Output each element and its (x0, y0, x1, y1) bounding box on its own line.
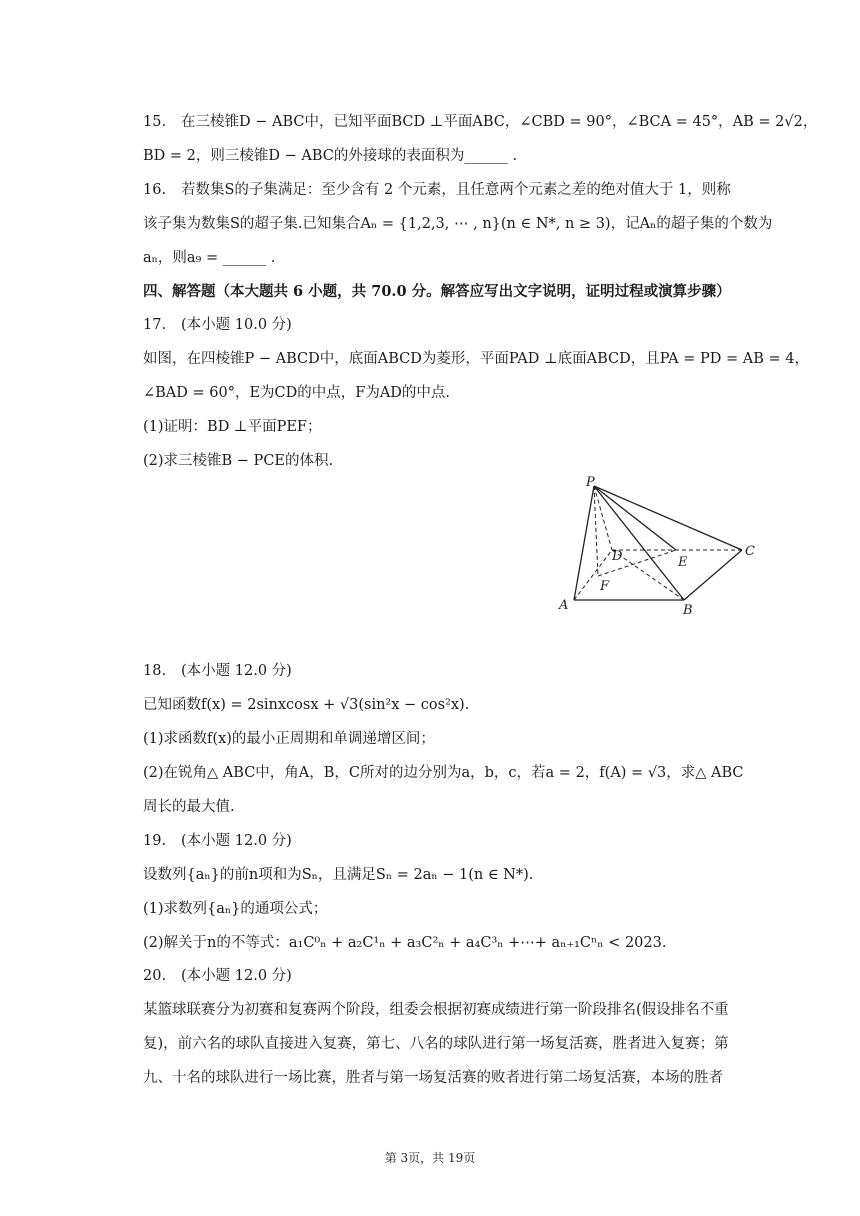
q18-part-1: (1)求函数f(x)的最小正周期和单调递增区间； (143, 731, 435, 747)
q16-line-3 (143, 248, 275, 268)
q18-line-1: 已知函数f(x) = 2sinxcosx + √3(sin²x − cos²x). (143, 697, 470, 713)
edge-DB (612, 550, 684, 600)
q16-text-2: 该子集为数集S的超子集.已知集合Aₙ = {1,2,3, ⋯ , n}(n ∈ N*, n ≥ 3)，记Aₙ的超子集的个数为 (143, 216, 773, 232)
q17-number: 17. (143, 317, 167, 333)
label-E: E (678, 555, 688, 570)
edge-PC (594, 486, 742, 550)
q20-number: 20. (143, 968, 167, 984)
q19-line-1: 设数列{aₙ}的前n项和为Sₙ，且满足Sₙ = 2aₙ − 1(n ∈ N*). (143, 867, 534, 883)
q19-part-1: (1)求数列{aₙ}的通项公式； (143, 901, 328, 917)
edge-PE (594, 486, 676, 550)
label-F: F (600, 579, 610, 594)
q15-text-2: BD = 2，则三棱锥D − ABC的外接球的表面积为______ . (143, 148, 518, 164)
q19-score: (本小题 12.0 分) (181, 833, 292, 849)
edge-PA (574, 486, 594, 600)
q20-line-1: 某篮球联赛分为初赛和复赛两个阶段，组委会根据初赛成绩进行第一阶段排名(假设排名不重 (143, 1002, 729, 1018)
label-B: B (683, 603, 693, 618)
label-C: C (745, 544, 755, 559)
edge-BC (684, 550, 742, 600)
q16-line-1 (143, 180, 731, 200)
page-footer: 第 3页，共 19页 (384, 1151, 476, 1165)
q17-part-2: (2)求三棱锥B − PCE的体积. (143, 453, 334, 469)
q15-line-1 (143, 112, 817, 132)
edge-PF (594, 486, 598, 576)
section-heading: 四、解答题（本大题共 6 小题，共 70.0 分。解答应写出文字说明，证明过程或演算步骤） (143, 283, 731, 300)
q19-header (143, 831, 292, 851)
q20-line-2: 复)，前六名的球队直接进入复赛，第七、八名的球队进行第一场复活赛，胜者进入复赛；第 (143, 1036, 729, 1052)
q15-text-1: 在三棱锥D − ABC中，已知平面BCD ⊥平面ABC，∠CBD = 90°，∠BCA = 45°，AB = 2√2， (181, 114, 818, 130)
q17-score: (本小题 10.0 分) (181, 317, 292, 333)
q20-header (143, 966, 292, 986)
label-P: P (586, 475, 595, 490)
q18-score: (本小题 12.0 分) (181, 663, 292, 679)
label-A: A (559, 598, 569, 613)
q17-header (143, 315, 292, 335)
q17-line-1: 如图，在四棱锥P − ABCD中，底面ABCD为菱形，平面PAD ⊥底面ABCD，且PA = PD = AB = 4， (143, 351, 809, 367)
q19-part-2: (2)解关于n的不等式：a₁C⁰ₙ + a₂C¹ₙ + a₃C²ₙ + a₄C³ₙ +⋯+ aₙ₊₁Cⁿₙ < 2023. (143, 935, 667, 951)
edge-FE (598, 550, 676, 576)
edge-PD (594, 486, 612, 550)
q20-score: (本小题 12.0 分) (181, 968, 292, 984)
q17-line-2: ∠BAD = 60°，E为CD的中点，F为AD的中点. (143, 385, 451, 401)
q15-number: 15. (143, 114, 167, 130)
q16-number: 16. (143, 182, 167, 198)
q16-text-1: 若数集S的子集满足：至少含有 2 个元素，且任意两个元素之差的绝对值大于 1，则称 (181, 182, 731, 198)
q18-number: 18. (143, 663, 167, 679)
q16-text-3: aₙ，则a₉ = ______ . (143, 250, 276, 266)
q16-line-2 (143, 214, 772, 234)
q20-line-3: 九、十名的球队进行一场比赛，胜者与第一场复活赛的败者进行第二场复活赛，本场的胜者 (143, 1070, 723, 1086)
q18-header (143, 661, 292, 681)
q19-number: 19. (143, 833, 167, 849)
q15-line-2 (143, 146, 517, 166)
label-D: D (612, 549, 623, 564)
q17-part-1: (1)证明：BD ⊥平面PEF； (143, 419, 322, 435)
q18-line-5: 周长的最大值. (143, 799, 235, 815)
q18-part-2: (2)在锐角△ ABC中，角A，B，C所对的边分别为a，b，c，若a = 2，f(A) = √3，求△ ABC (143, 765, 744, 781)
pyramid-figure (554, 472, 764, 622)
